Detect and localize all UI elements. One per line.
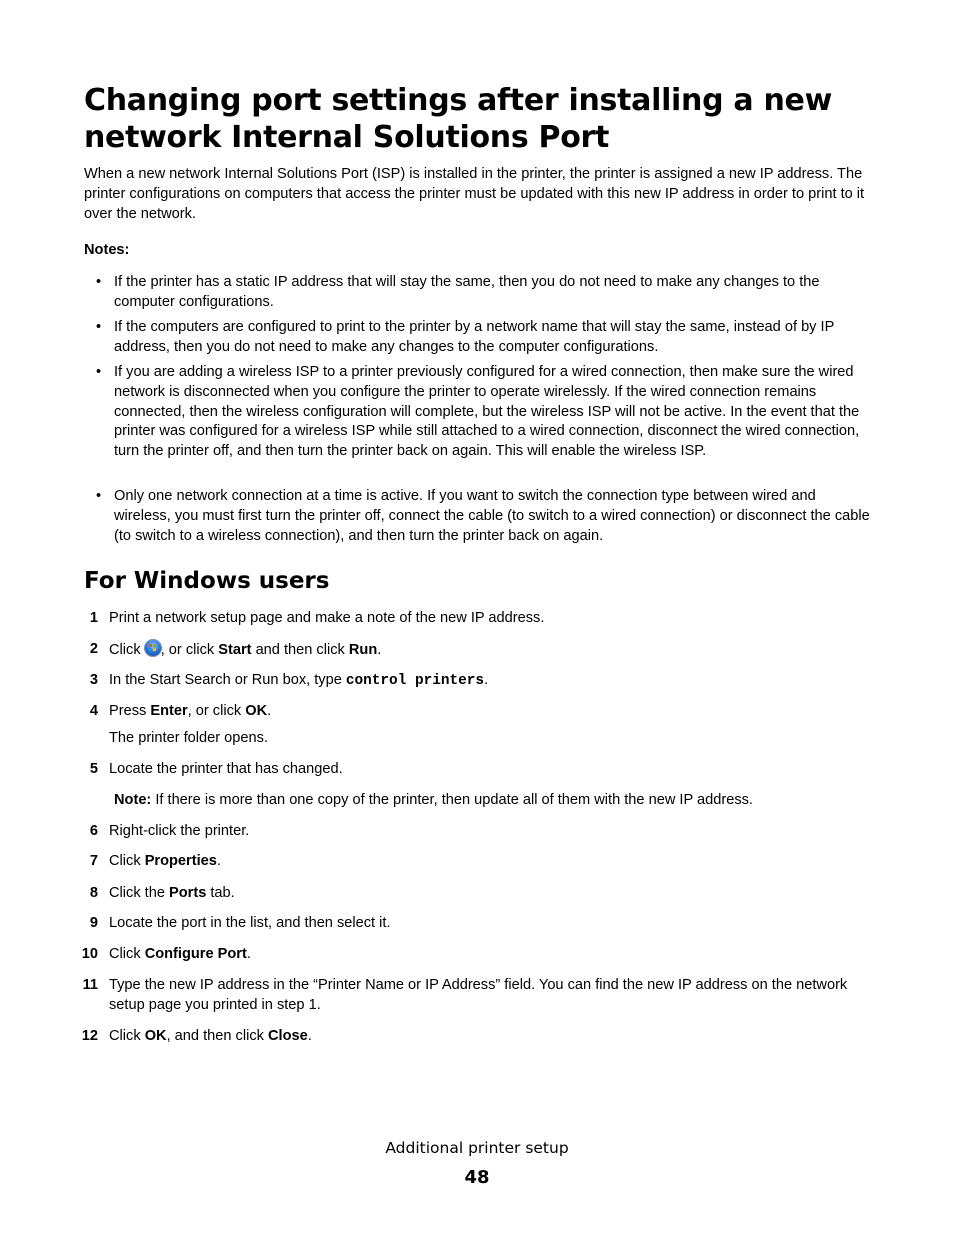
step-text: . (246, 946, 251, 962)
step-4-result: The printer folder opens. (109, 730, 268, 746)
step-7 (89, 852, 874, 872)
step-text: . (216, 853, 221, 869)
step-text: Locate the printer that has changed. (109, 761, 343, 777)
run-term: Run (348, 642, 378, 658)
step-text: Click (109, 946, 145, 962)
step-text: . (267, 703, 272, 719)
bullet-icon: • (96, 274, 102, 290)
step-text: Press (109, 703, 151, 719)
step-number: 9 (89, 915, 98, 931)
ok-term: OK (144, 1028, 167, 1044)
note-item (96, 487, 874, 546)
step-3 (89, 671, 874, 692)
step-text: Click (109, 642, 145, 658)
configure-port-term: Configure Port (144, 946, 247, 962)
note-label: Note: (114, 792, 152, 808)
bullet-icon: • (96, 364, 102, 380)
close-term: Close (267, 1028, 308, 1044)
step-number: 2 (89, 641, 98, 657)
step-5 (89, 760, 874, 780)
section-heading: For Windows users (84, 568, 330, 594)
step-text: . (307, 1028, 312, 1044)
note-item (96, 273, 874, 313)
step-number: 6 (89, 823, 98, 839)
step-text: Print a network setup page and make a note of the new IP address. (109, 610, 545, 626)
footer-section-title: Additional printer setup (385, 1139, 569, 1157)
page-number: 48 (464, 1167, 490, 1188)
step-text: Right-click the printer. (109, 823, 250, 839)
page-title: Changing port settings after installing a new network Internal Solutions Port (84, 83, 833, 155)
step-number: 10 (81, 946, 98, 962)
note-item (96, 363, 874, 462)
step-text: Locate the port in the list, and then select it. (109, 915, 391, 931)
step-11 (82, 976, 874, 1016)
step-number: 8 (89, 885, 98, 901)
step-number: 12 (81, 1028, 98, 1044)
step-text: . (377, 642, 382, 658)
step-text: , or click (187, 703, 246, 719)
step-text: . (484, 672, 489, 688)
note-text: If the printer has a static IP address that will stay the same, then you do not need to make any changes to the computer configurations. (114, 274, 820, 310)
intro-paragraph: When a new network Internal Solutions Port (ISP) is installed in the printer, the printer is assigned a new IP address. The printer configurations on computers that access the printer must be updated with this new IP address in order to print to it over the network. (84, 166, 865, 222)
ok-term: OK (245, 703, 268, 719)
step-5-note (114, 791, 874, 811)
bullet-icon: • (96, 488, 102, 504)
step-text: , and then click (166, 1028, 268, 1044)
note-text: If the computers are configured to print to the printer by a network name that will stay the same, instead of by IP address, then you do not need to make any changes to the computer configurations. (114, 319, 835, 355)
step-text: In the Start Search or Run box, type (109, 672, 346, 688)
step-4 (89, 702, 874, 722)
step-number: 3 (89, 672, 98, 688)
command-code: control printers (345, 673, 485, 689)
note-text: Only one network connection at a time is active. If you want to switch the connection type between wired and wireless, you must first turn the printer off, connect the cable (to switch to a wired connection) or disconnect the cable (to switch to a wireless connection), and then turn the printer back on again. (114, 488, 870, 544)
step-text: tab. (206, 885, 235, 901)
step-6 (89, 822, 874, 842)
step-text: , or click (160, 642, 219, 658)
enter-term: Enter (150, 703, 188, 719)
bullet-icon: • (96, 319, 102, 335)
step-text: Click (109, 853, 145, 869)
note-item (96, 318, 874, 358)
step-number: 7 (89, 853, 98, 869)
step-number: 11 (82, 977, 98, 993)
step-10 (81, 945, 874, 965)
step-text: Type the new IP address in the “Printer Name or IP Address” field. You can find the new IP address on the network setup page you printed in step 1. (109, 977, 848, 1013)
step-2 (89, 640, 874, 661)
notes-label: Notes: (84, 242, 130, 258)
step-1 (89, 609, 874, 629)
windows-start-icon (145, 640, 161, 656)
step-number: 5 (89, 761, 98, 777)
step-9 (89, 914, 874, 934)
step-number: 1 (89, 610, 98, 626)
step-8 (89, 884, 874, 904)
ports-term: Ports (169, 885, 207, 901)
step-text: Click the (109, 885, 170, 901)
start-term: Start (218, 642, 252, 658)
properties-term: Properties (144, 853, 217, 869)
step-12 (81, 1027, 874, 1047)
step-number: 4 (89, 703, 98, 719)
note-text: If there is more than one copy of the printer, then update all of them with the new IP address. (151, 792, 753, 808)
step-text: and then click (251, 642, 349, 658)
step-text: Click (109, 1028, 145, 1044)
note-text: If you are adding a wireless ISP to a printer previously configured for a wired connection, then make sure the wired network is disconnected when you configure the printer to operate wirelessly. If the wired connection remains connected, then the wireless configuration will complete, but the wireless ISP will not be active. In the event that the printer was configured for a wireless ISP while still attached to a wired connection, disconnect the wired connection, turn the printer off, and then turn the printer back on again. This will enable the wireless ISP. (114, 364, 860, 460)
